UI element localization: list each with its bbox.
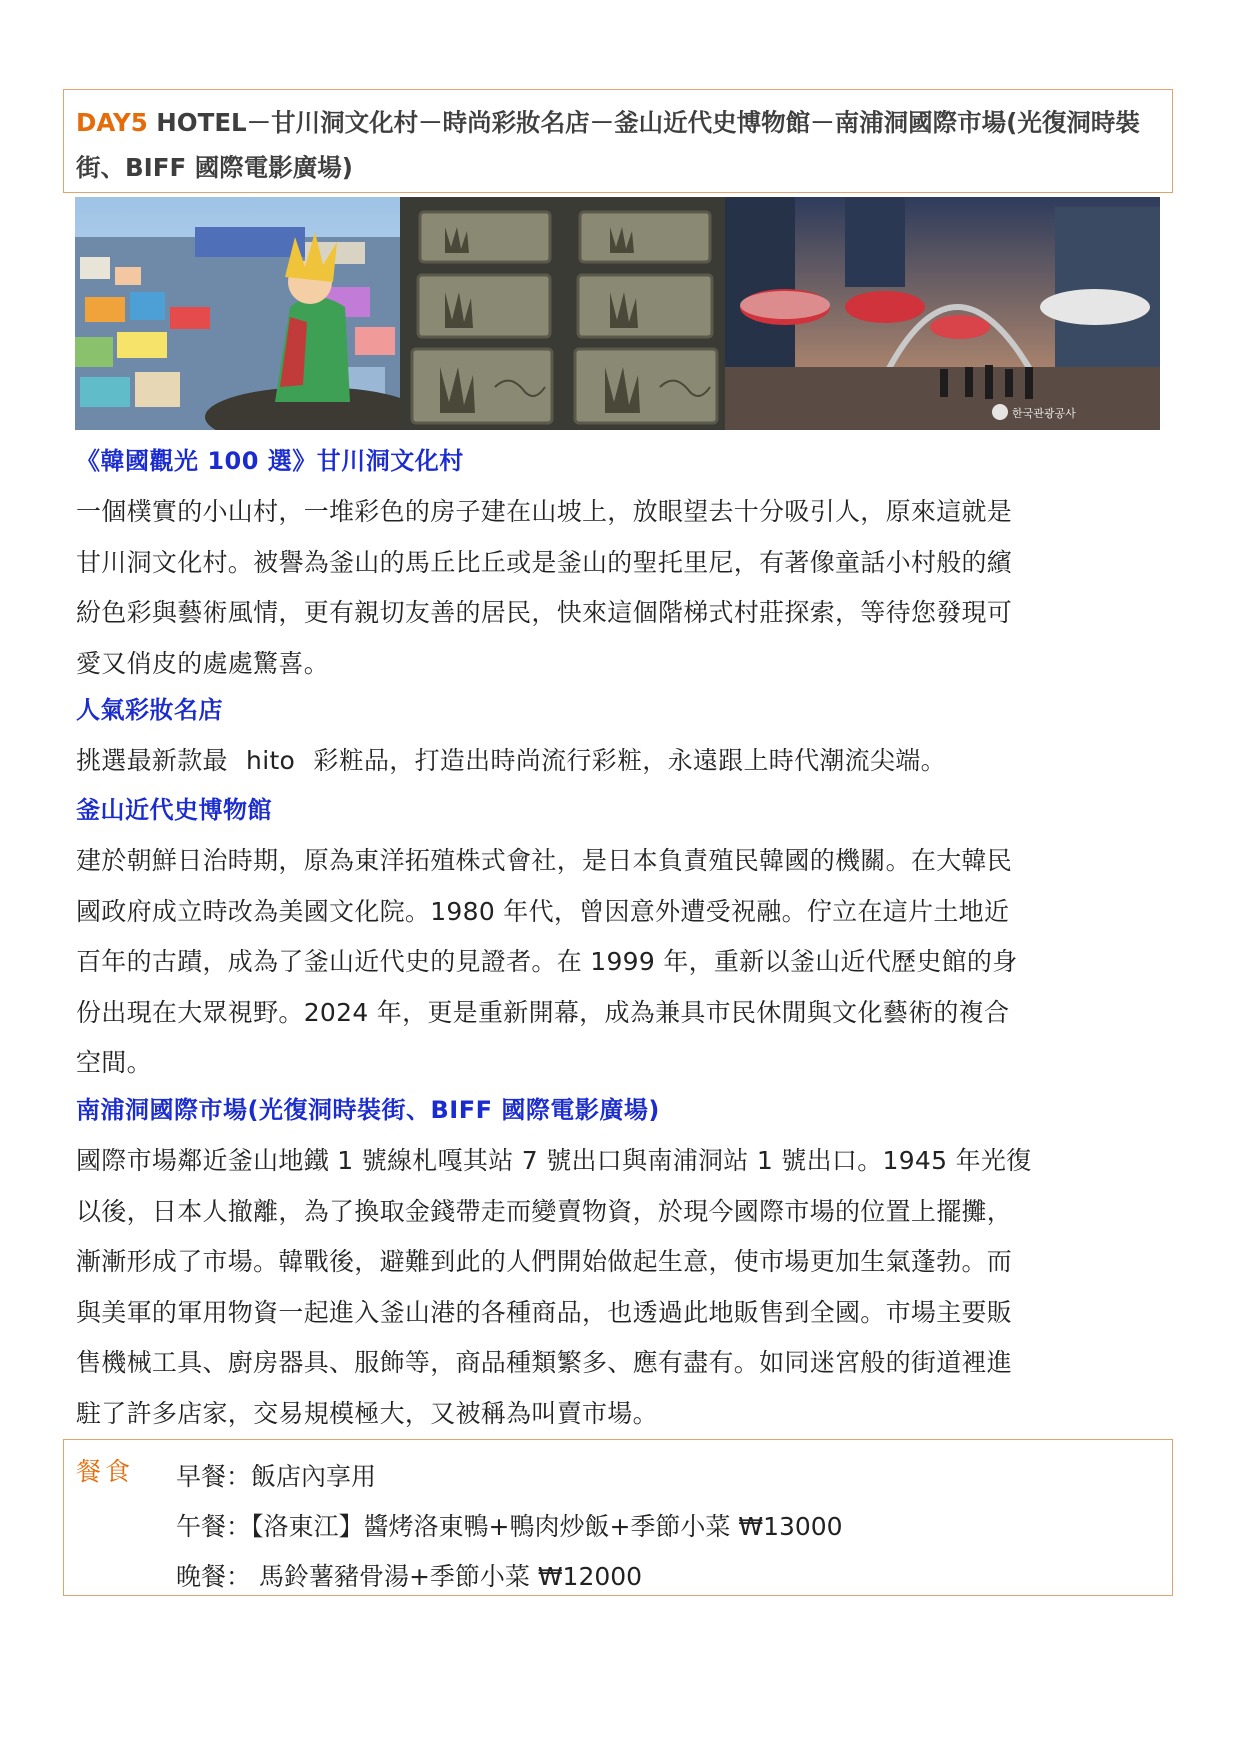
- paragraph-line: 份出現在大眾視野。2024 年，更是重新開幕，成為兼具市民休閒與文化藝術的複合: [76, 997, 1010, 1027]
- paragraph-line: 以後，日本人撤離，為了換取金錢帶走而變賣物資，於現今國際市場的位置上擺攤，: [76, 1196, 1013, 1226]
- section-heading: 人氣彩妝名店: [76, 696, 223, 724]
- paragraph-line: 一個樸實的小山村，一堆彩色的房子建在山坡上，放眼望去十分吸引人，原來這就是: [76, 497, 1013, 526]
- meal-label: 餐食: [76, 1457, 135, 1486]
- paragraph-line: 空間。: [76, 1048, 152, 1077]
- gamcheon-village-photo: [75, 197, 400, 430]
- paragraph-line: 愛又俏皮的處處驚喜。: [76, 648, 330, 678]
- meal-box: [63, 1439, 1173, 1596]
- paragraph-line: 建於朝鮮日治時期，原為東洋拓殖株式會社，是日本負責殖民韓國的機關。在大韓民: [76, 846, 1013, 875]
- day-title-box: [63, 89, 1173, 193]
- section-heading: 釜山近代史博物館: [76, 796, 272, 824]
- photo-watermark: 한국관광공사: [1012, 407, 1076, 420]
- meal-breakfast: 早餐：飯店內享用: [176, 1462, 377, 1491]
- paragraph-line: 國政府成立時改為美國文化院。1980 年代，曾因意外遭受祝融。佇立在這片土地近: [76, 896, 1010, 926]
- meal-lunch: 午餐：【洛東江】醬烤洛東鴨+鴨肉炒飯+季節小菜 ₩13000: [176, 1512, 843, 1541]
- section-heading: 《韓國觀光 100 選》甘川洞文化村: [76, 447, 464, 475]
- day-route: HOTEL－甘川洞文化村－時尚彩妝名店－釜山近代史博物館－南浦洞國際市場(光復洞時裝街、BIFF 國際電影廣場): [76, 108, 1140, 182]
- meal-dinner: 晚餐： 馬鈴薯豬骨湯+季節小菜 ₩12000: [176, 1562, 643, 1591]
- photo-strip: [75, 197, 1160, 430]
- section-heading: 南浦洞國際市場(光復洞時裝街、BIFF 國際電影廣場): [76, 1096, 660, 1124]
- paragraph-line: 百年的古蹟，成為了釜山近代史的見證者。在 1999 年，重新以釜山近代歷史館的身: [76, 947, 1018, 976]
- meal-list: [176, 1452, 843, 1602]
- section-nampo-market: [76, 1090, 1162, 1439]
- paragraph-line: 售機械工具、廚房器具、服飾等，商品種類繁多、應有盡有。如同迷宮般的街道裡進: [76, 1348, 1013, 1377]
- paragraph-line: 駐了許多店家，交易規模極大，又被稱為叫賣市場。: [76, 1398, 658, 1428]
- paragraph-line: 挑選最新款最 hito 彩粧品，打造出時尚流行彩粧，永遠跟上時代潮流尖端。: [76, 746, 946, 775]
- biff-handprints-photo: [400, 197, 725, 430]
- paragraph-line: 漸漸形成了市場。韓戰後，避難到此的人們開始做起生意，使市場更加生氣蓬勃。而: [76, 1247, 1013, 1276]
- paragraph-line: 與美軍的軍用物資一起進入釜山港的各種商品，也透過此地販售到全國。市場主要販: [76, 1297, 1013, 1327]
- section-cosmetics: [76, 690, 1162, 787]
- section-gamcheon: [76, 441, 1162, 689]
- section-museum: [76, 790, 1162, 1089]
- paragraph-line: 甘川洞文化村。被譽為釜山的馬丘比丘或是釜山的聖托里尼，有著像童話小村般的繽: [76, 547, 1013, 577]
- day-label: DAY5: [76, 108, 148, 137]
- biff-square-street-photo: [725, 197, 1160, 430]
- paragraph-line: 國際市場鄰近釜山地鐵 1 號線札嘎其站 7 號出口與南浦洞站 1 號出口。1945 年光復: [76, 1146, 1032, 1175]
- paragraph-line: 紛色彩與藝術風情，更有親切友善的居民，快來這個階梯式村莊探索，等待您發現可: [76, 598, 1013, 627]
